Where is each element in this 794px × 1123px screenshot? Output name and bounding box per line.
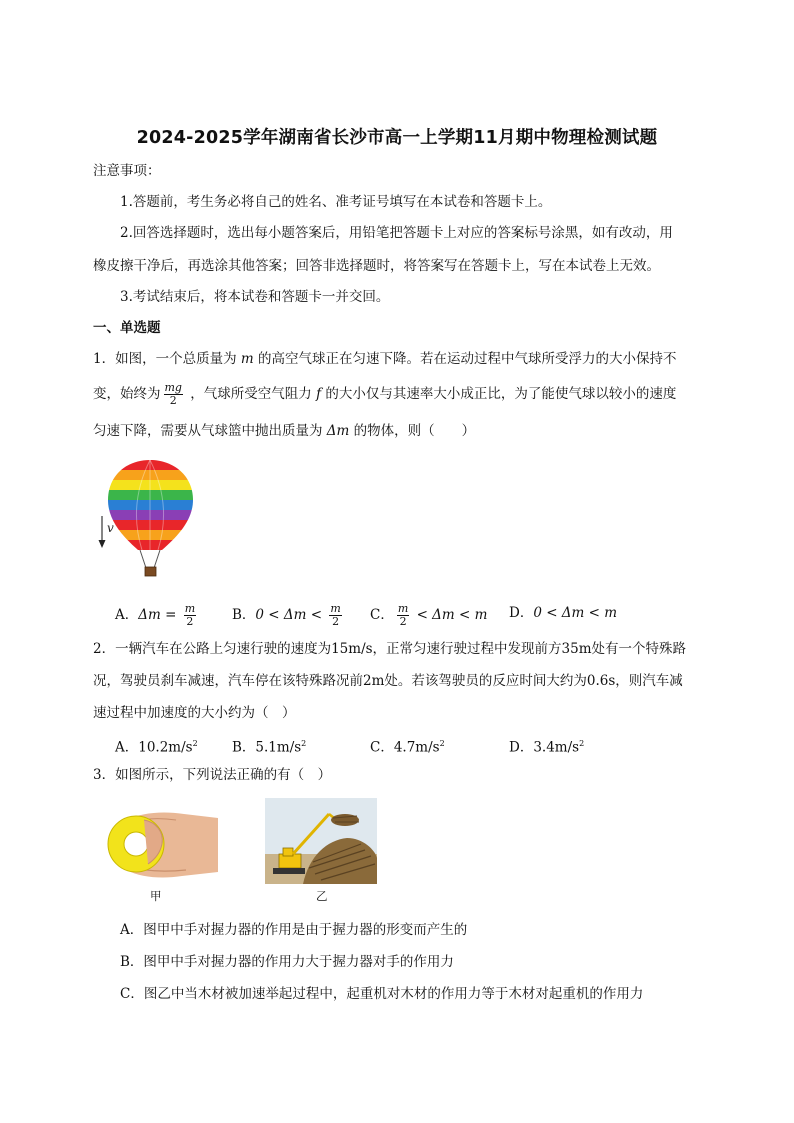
option-label: C． xyxy=(370,607,394,623)
notice-item-2-cont: 橡皮擦干净后，再选涂其他答案；回答非选择题时，将答案写在答题卡上，写在本试卷上无效。 xyxy=(93,258,660,274)
q1-text: ，气球所受空气阻力 xyxy=(185,386,317,402)
q1-text: 变，始终为 xyxy=(93,386,161,402)
fraction-numerator: m xyxy=(330,602,341,615)
q1-text: 的物体，则（ ） xyxy=(349,423,476,439)
q3-option-b: B．图甲中手对握力器的作用力大于握力器对手的作用力 xyxy=(120,954,454,970)
figure-caption-jia: 甲 xyxy=(150,889,162,903)
option-expression: Δm = xyxy=(138,607,181,623)
q1-text: 的大小仅与其速率大小成正比，为了能使气球以较小的速度 xyxy=(321,386,677,402)
fraction-numerator: m xyxy=(184,602,196,615)
hand-grip-image xyxy=(96,800,218,884)
unit-exponent: 2 xyxy=(579,739,585,748)
q2-option-b xyxy=(232,734,306,758)
option-text: D．3.4m/s xyxy=(509,739,580,756)
q1-line-1 xyxy=(93,349,677,369)
fraction-denominator: 2 xyxy=(169,394,177,407)
q1-option-b xyxy=(232,603,345,628)
q1-var-f: f xyxy=(316,386,322,402)
q2-line-2: 况，驾驶员刹车减速，汽车停在该特殊路况前2m处。若该驾驶员的反应时间大约为0.6s，则汽车减 xyxy=(93,673,683,689)
q2-option-c xyxy=(370,734,445,758)
fraction-m-over-2 xyxy=(329,603,341,628)
option-label: A． xyxy=(115,607,139,623)
exam-title: 2024-2025学年湖南省长沙市高一上学期11月期中物理检测试题 xyxy=(136,128,658,148)
option-text: B．5.1m/s xyxy=(232,739,302,756)
fraction-numerator: m xyxy=(397,602,409,615)
q2-option-a xyxy=(115,734,198,758)
q3-option-a: A．图甲中手对握力器的作用是由于握力器的形变而产生的 xyxy=(120,922,468,938)
option-expression: 0 < Δm < xyxy=(255,607,327,623)
option-text: A．10.2m/s xyxy=(115,739,193,756)
figure-caption-yi: 乙 xyxy=(316,889,328,903)
fraction-m-over-2 xyxy=(397,603,409,628)
q2-line-3: 速过程中加速度的大小约为（ ） xyxy=(93,705,296,721)
q1-var-m: m xyxy=(240,351,254,367)
fraction-m-over-2 xyxy=(184,603,196,628)
fraction-denominator: 2 xyxy=(399,615,407,628)
option-label: D． xyxy=(509,605,534,621)
fraction-denominator: 2 xyxy=(332,615,340,628)
q1-text: 的高空气球正在匀速下降。若在运动过程中气球所受浮力的大小保持不 xyxy=(253,351,677,367)
unit-exponent: 2 xyxy=(301,739,307,748)
option-label: B． xyxy=(232,607,256,623)
notice-item-1: 1.答题前，考生务必将自己的姓名、准考证号填写在本试卷和答题卡上。 xyxy=(120,194,552,210)
notice-item-3: 3.考试结束后，将本试卷和答题卡一并交回。 xyxy=(120,289,390,305)
fraction-mg-over-2 xyxy=(164,382,183,407)
q1-option-a xyxy=(115,603,199,628)
fraction-denominator: 2 xyxy=(186,615,194,628)
q3-line-1: 3．如图所示，下列说法正确的有（ ） xyxy=(93,767,332,783)
option-expression: 0 < Δm < m xyxy=(533,605,618,621)
notice-item-2: 2.回答选择题时，选出每小题答案后，用铅笔把答题卡上对应的答案标号涂黑，如有改动，用 xyxy=(120,225,673,241)
unit-exponent: 2 xyxy=(439,739,445,748)
fraction-numerator: mg xyxy=(164,381,182,394)
notice-heading: 注意事项： xyxy=(93,163,161,179)
option-text: C．4.7m/s xyxy=(370,739,440,756)
q1-var-dm: Δm xyxy=(326,423,350,439)
q2-line-1: 2．一辆汽车在公路上匀速行驶的速度为15m/s，正常匀速行驶过程中发现前方35m处有一个特殊路 xyxy=(93,641,687,657)
q1-line-3 xyxy=(93,421,475,441)
q1-option-c xyxy=(370,603,487,628)
crane-lifting-wood-image xyxy=(265,798,377,884)
q1-text: 1．如图，一个总质量为 xyxy=(93,351,241,367)
q1-text: 匀速下降，需要从气球篮中抛出质量为 xyxy=(93,423,327,439)
q1-line-2 xyxy=(93,382,676,407)
option-expression: < Δm < m xyxy=(412,607,488,623)
q2-option-d xyxy=(509,734,584,758)
unit-exponent: 2 xyxy=(192,739,198,748)
section-heading-single-choice: 一、单选题 xyxy=(93,320,161,336)
velocity-label: v xyxy=(107,521,114,535)
q1-option-d xyxy=(509,603,617,623)
hot-air-balloon-image xyxy=(96,458,200,583)
q3-option-c: C．图乙中当木材被加速举起过程中，起重机对木材的作用力等于木材对起重机的作用力 xyxy=(120,986,644,1002)
